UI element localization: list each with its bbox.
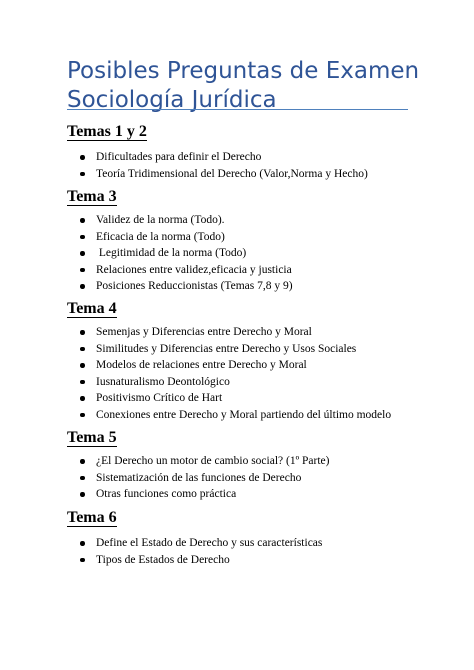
section-heading-text: Tema 3 xyxy=(67,188,117,205)
list-item xyxy=(67,470,437,487)
list-item-text: ¿El Derecho un motor de cambio social? (1º Parte) xyxy=(96,455,330,467)
bullet-icon xyxy=(80,251,85,256)
list-item xyxy=(67,407,437,424)
bullet-icon xyxy=(80,363,85,368)
section-list-tema-3 xyxy=(67,212,437,295)
list-item xyxy=(67,486,437,503)
list-item-text: Relaciones entre validez,eficacia y justicia xyxy=(96,263,292,276)
list-item-text: Posiciones Reduccionistas (Temas 7,8 y 9) xyxy=(96,280,293,293)
section-list-tema-6 xyxy=(67,535,437,568)
section-heading-text: Tema 6 xyxy=(67,509,117,526)
list-item xyxy=(67,552,437,569)
list-item xyxy=(67,374,437,391)
bullet-icon xyxy=(80,218,85,223)
list-item xyxy=(67,149,437,166)
list-item-text: Tipos de Estados de Derecho xyxy=(96,553,230,566)
list-item xyxy=(67,357,437,374)
list-item xyxy=(67,262,437,279)
list-item xyxy=(67,453,437,470)
bullet-icon xyxy=(80,492,85,497)
list-item xyxy=(67,390,437,407)
section-heading-text: Temas 1 y 2 xyxy=(67,123,147,140)
list-item-text: Modelos de relaciones entre Derecho y Moral xyxy=(96,359,307,372)
list-item xyxy=(67,535,437,552)
section-heading-text: Tema 5 xyxy=(67,429,117,446)
list-item xyxy=(67,245,437,262)
bullet-icon xyxy=(80,347,85,352)
title-line-2: Sociología Jurídica xyxy=(67,87,277,113)
bullet-icon xyxy=(80,413,85,418)
list-item xyxy=(67,278,437,295)
list-item xyxy=(67,229,437,246)
bullet-icon xyxy=(80,396,85,401)
section-heading-temas-1-2 xyxy=(67,123,147,141)
section-heading-tema-6 xyxy=(67,509,117,527)
document-title xyxy=(67,57,420,115)
section-heading-tema-5 xyxy=(67,429,117,447)
section-list-temas-1-2 xyxy=(67,149,437,182)
section-heading-tema-3 xyxy=(67,188,117,206)
section-heading-text: Tema 4 xyxy=(67,300,117,317)
bullet-icon xyxy=(80,268,85,273)
bullet-icon xyxy=(80,459,85,464)
list-item-text: Similitudes y Diferencias entre Derecho y Usos Sociales xyxy=(96,342,357,355)
bullet-icon xyxy=(80,172,85,177)
bullet-icon xyxy=(80,155,85,160)
list-item-text: Define el Estado de Derecho y sus características xyxy=(96,537,323,549)
bullet-icon xyxy=(80,558,85,563)
list-item xyxy=(67,341,437,358)
list-item-text: Teoría Tridimensional del Derecho (Valor,Norma y Hecho) xyxy=(96,167,368,180)
list-item xyxy=(67,212,437,229)
bullet-icon xyxy=(80,235,85,240)
section-list-tema-4 xyxy=(67,324,437,424)
bullet-icon xyxy=(80,284,85,289)
title-line-1: Posibles Preguntas de Examen xyxy=(67,58,420,84)
list-item xyxy=(67,166,437,183)
list-item-text: Dificultades para definir el Derecho xyxy=(96,151,262,163)
list-item-text: Conexiones entre Derecho y Moral partiendo del último modelo xyxy=(96,408,392,421)
section-heading-tema-4 xyxy=(67,300,117,318)
list-item-text: Validez de la norma (Todo). xyxy=(96,214,225,226)
title-underline-rule xyxy=(67,109,408,110)
list-item-text: Semenjas y Diferencias entre Derecho y Moral xyxy=(96,326,312,338)
list-item-text: Iusnaturalismo Deontológico xyxy=(96,375,230,388)
list-item-text: Positivismo Crítico de Hart xyxy=(96,392,223,405)
list-item-text: Legitimidad de la norma (Todo) xyxy=(96,247,247,260)
section-list-tema-5 xyxy=(67,453,437,503)
list-item-text: Sistematización de las funciones de Derecho xyxy=(96,471,302,484)
bullet-icon xyxy=(80,476,85,481)
bullet-icon xyxy=(80,330,85,335)
list-item-text: Eficacia de la norma (Todo) xyxy=(96,230,225,243)
list-item xyxy=(67,324,437,341)
list-item-text: Otras funciones como práctica xyxy=(96,488,237,501)
bullet-icon xyxy=(80,541,85,546)
bullet-icon xyxy=(80,380,85,385)
